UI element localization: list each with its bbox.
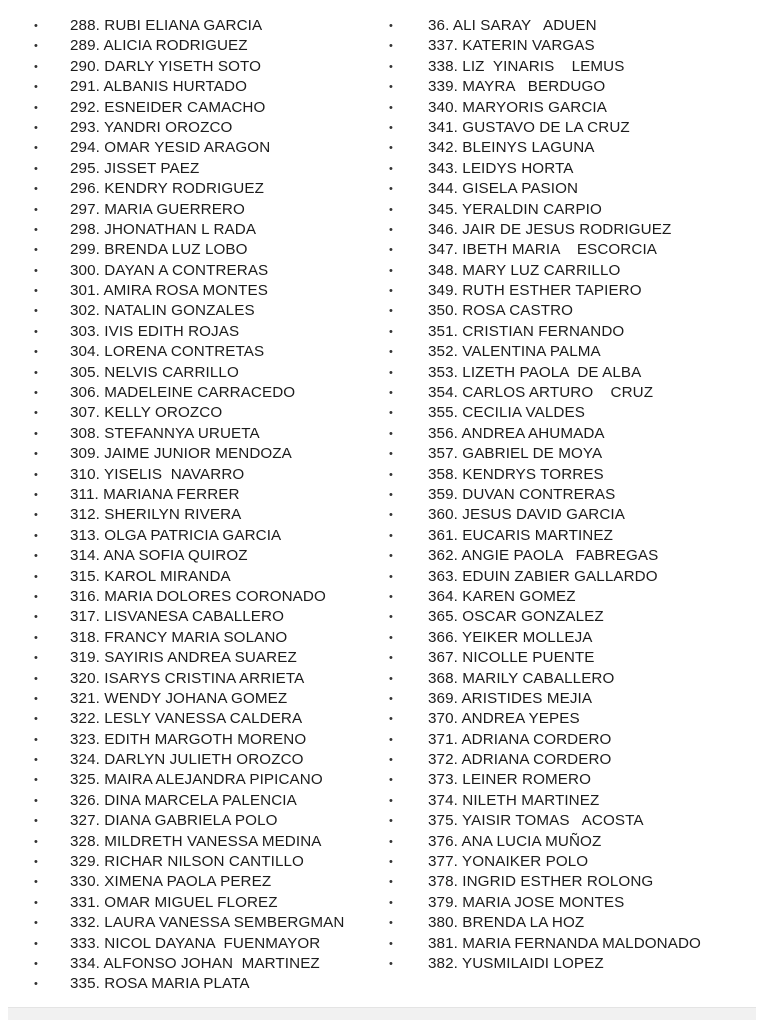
list-item-text: 322. LESLY VANESSA CALDERA (70, 710, 303, 728)
list-item (0, 220, 390, 240)
bullet-icon: • (34, 509, 38, 522)
list-item-text: 367. NICOLLE PUENTE (428, 649, 595, 667)
list-item (388, 791, 764, 811)
bullet-icon: • (389, 101, 393, 114)
list-item (0, 159, 390, 179)
list-item (388, 505, 764, 525)
bullet-icon: • (389, 856, 393, 869)
list-item (388, 138, 764, 158)
list-item-text: 344. GISELA PASION (428, 180, 579, 198)
bullet-icon: • (389, 733, 393, 746)
list-item (0, 832, 390, 852)
list-item (388, 546, 764, 566)
list-item-text: 349. RUTH ESTHER TAPIERO (428, 282, 642, 300)
list-item-text: 309. JAIME JUNIOR MENDOZA (70, 445, 292, 463)
list-item (0, 16, 390, 36)
list-item (0, 261, 390, 281)
bullet-icon: • (34, 325, 38, 338)
bullet-icon: • (34, 529, 38, 542)
list-item-text: 376. ANA LUCIA MUÑOZ (428, 832, 602, 850)
bullet-icon: • (389, 387, 393, 400)
bullet-icon: • (389, 142, 393, 155)
bullet-icon: • (34, 876, 38, 889)
list-item (0, 118, 390, 138)
bullet-icon: • (34, 488, 38, 501)
bullet-icon: • (389, 20, 393, 32)
list-item-text: 308. STEFANNYA URUETA (70, 424, 260, 442)
list-item-text: 327. DIANA GABRIELA POLO (70, 812, 278, 830)
list-item (388, 954, 764, 974)
list-item-text: 311. MARIANA FERRER (70, 485, 240, 503)
list-item (388, 77, 764, 97)
bullet-icon: • (389, 957, 393, 970)
bullet-icon: • (389, 40, 393, 53)
bullet-icon: • (34, 692, 38, 705)
list-item-text: 289. ALICIA RODRIGUEZ (70, 37, 248, 55)
list-item (0, 546, 390, 566)
list-item (0, 567, 390, 587)
list-item-text: 366. YEIKER MOLLEJA (428, 628, 593, 646)
bullet-icon: • (389, 713, 393, 726)
list-item-text: 377. YONAIKER POLO (428, 853, 589, 871)
bullet-icon: • (34, 285, 38, 298)
list-item-text: 350. ROSA CASTRO (428, 302, 574, 320)
list-item (388, 403, 764, 423)
bullet-icon: • (389, 203, 393, 216)
list-item (0, 811, 390, 831)
bullet-icon: • (389, 794, 393, 807)
bullet-icon: • (34, 978, 38, 991)
list-item (388, 893, 764, 913)
bullet-icon: • (34, 713, 38, 726)
list-item (0, 281, 390, 301)
list-item-text: 357. GABRIEL DE MOYA (428, 445, 603, 463)
list-item-text: 296. KENDRY RODRIGUEZ (70, 180, 264, 198)
list-item-text: 306. MADELEINE CARRACEDO (70, 384, 296, 402)
list-item (388, 322, 764, 342)
list-item-text: 321. WENDY JOHANA GOMEZ (70, 689, 288, 707)
list-item-text: 334. ALFONSO JOHAN MARTINEZ (70, 954, 320, 972)
list-item (0, 954, 390, 974)
list-item (0, 36, 390, 56)
list-item-text: 330. XIMENA PAOLA PEREZ (70, 873, 272, 891)
list-item (0, 872, 390, 892)
list-item (388, 567, 764, 587)
bullet-icon: • (389, 876, 393, 889)
list-item (388, 179, 764, 199)
list-item (388, 36, 764, 56)
list-item-text: 340. MARYORIS GARCIA (428, 98, 607, 116)
bullet-icon: • (34, 387, 38, 400)
list-item (0, 974, 390, 994)
list-item (388, 628, 764, 648)
list-item-text: 333. NICOL DAYANA FUENMAYOR (70, 934, 321, 952)
list-item (0, 852, 390, 872)
list-item (0, 240, 390, 260)
list-item (0, 98, 390, 118)
list-item (0, 505, 390, 525)
list-item-text: 378. INGRID ESTHER ROLONG (428, 873, 654, 891)
bullet-icon: • (34, 223, 38, 236)
list-item (0, 322, 390, 342)
list-item (0, 913, 390, 933)
bullet-icon: • (34, 672, 38, 685)
bullet-icon: • (389, 815, 393, 828)
bullet-icon: • (34, 631, 38, 644)
bullet-icon: • (34, 40, 38, 53)
list-item-text: 337. KATERIN VARGAS (428, 37, 595, 55)
bullet-icon: • (34, 264, 38, 277)
list-item-text: 304. LORENA CONTRETAS (70, 343, 265, 361)
list-item-text: 294. OMAR YESID ARAGON (70, 139, 271, 157)
bullet-icon: • (389, 366, 393, 379)
list-item-text: 303. IVIS EDITH ROJAS (70, 322, 240, 340)
list-item-text: 325. MAIRA ALEJANDRA PIPICANO (70, 771, 323, 789)
list-item-text: 369. ARISTIDES MEJIA (428, 689, 593, 707)
list-item-text: 291. ALBANIS HURTADO (70, 78, 248, 96)
bullet-icon: • (389, 448, 393, 461)
list-item-text: 299. BRENDA LUZ LOBO (70, 241, 248, 259)
list-item (388, 465, 764, 485)
list-item-text: 290. DARLY YISETH SOTO (70, 57, 261, 75)
bullet-icon: • (34, 244, 38, 257)
list-item (0, 465, 390, 485)
list-item (0, 689, 390, 709)
bullet-icon: • (34, 162, 38, 175)
bullet-icon: • (389, 285, 393, 298)
bullet-icon: • (389, 896, 393, 909)
list-item (388, 485, 764, 505)
bullet-icon: • (389, 407, 393, 420)
list-item-text: 341. GUSTAVO DE LA CRUZ (428, 118, 630, 136)
bullet-icon: • (389, 305, 393, 318)
list-item-text: 313. OLGA PATRICIA GARCIA (70, 526, 282, 544)
bullet-icon: • (34, 754, 38, 767)
list-item-text: 328. MILDRETH VANESSA MEDINA (70, 832, 322, 850)
list-item-text: 380. BRENDA LA HOZ (428, 914, 585, 932)
bullet-icon: • (34, 366, 38, 379)
list-item (388, 526, 764, 546)
list-item-text: 356. ANDREA AHUMADA (428, 424, 605, 442)
bullet-icon: • (34, 957, 38, 970)
bullet-icon: • (34, 733, 38, 746)
bullet-icon: • (389, 468, 393, 481)
bullet-icon: • (34, 142, 38, 155)
bullet-icon: • (389, 488, 393, 501)
list-item-text: 320. ISARYS CRISTINA ARRIETA (70, 669, 305, 687)
bullet-icon: • (389, 162, 393, 175)
list-item (388, 98, 764, 118)
list-item (0, 424, 390, 444)
bullet-icon: • (389, 529, 393, 542)
list-item (0, 444, 390, 464)
list-item (388, 424, 764, 444)
list-item (388, 709, 764, 729)
list-item (0, 77, 390, 97)
bullet-icon: • (389, 590, 393, 603)
bullet-icon: • (34, 815, 38, 828)
bullet-icon: • (34, 835, 38, 848)
list-item-text: 36. ALI SARAY ADUEN (428, 17, 597, 34)
list-item-text: 323. EDITH MARGOTH MORENO (70, 730, 307, 748)
bullet-icon: • (34, 183, 38, 196)
list-item (0, 730, 390, 750)
list-item-text: 354. CARLOS ARTURO CRUZ (428, 384, 654, 402)
list-item (0, 587, 390, 607)
bullet-icon: • (389, 672, 393, 685)
list-item-text: 332. LAURA VANESSA SEMBERGMAN (70, 914, 345, 932)
bullet-icon: • (34, 81, 38, 94)
list-item-text: 293. YANDRI OROZCO (70, 118, 233, 136)
list-item (388, 730, 764, 750)
bullet-icon: • (389, 631, 393, 644)
list-item (388, 159, 764, 179)
list-item (388, 832, 764, 852)
bullet-icon: • (34, 305, 38, 318)
list-item-text: 339. MAYRA BERDUGO (428, 78, 606, 96)
list-item (388, 57, 764, 77)
list-item (0, 750, 390, 770)
bullet-icon: • (389, 244, 393, 257)
left-name-column (0, 16, 390, 995)
bullet-icon: • (34, 407, 38, 420)
list-item (0, 607, 390, 627)
bullet-icon: • (389, 652, 393, 665)
list-item (388, 301, 764, 321)
bullet-icon: • (34, 121, 38, 134)
list-item (0, 403, 390, 423)
bullet-icon: • (34, 427, 38, 440)
list-item-text: 329. RICHAR NILSON CANTILLO (70, 853, 304, 871)
list-item-text: 343. LEIDYS HORTA (428, 159, 574, 177)
list-item (0, 363, 390, 383)
list-item-text: 360. JESUS DAVID GARCIA (428, 506, 625, 524)
list-item-text: 297. MARIA GUERRERO (70, 200, 245, 218)
bullet-icon: • (34, 856, 38, 869)
bullet-icon: • (34, 917, 38, 930)
list-item-text: 370. ANDREA YEPES (428, 710, 580, 728)
bullet-icon: • (34, 570, 38, 583)
list-item-text: 364. KAREN GOMEZ (428, 587, 576, 605)
list-item (388, 220, 764, 240)
list-item (388, 811, 764, 831)
list-item-text: 338. LIZ YINARIS LEMUS (428, 57, 625, 75)
list-item-text: 379. MARIA JOSE MONTES (428, 893, 625, 911)
list-item-text: 355. CECILIA VALDES (428, 404, 585, 422)
list-item-text: 371. ADRIANA CORDERO (428, 730, 612, 748)
bullet-icon: • (389, 937, 393, 950)
bullet-icon: • (389, 754, 393, 767)
list-item (388, 587, 764, 607)
list-item-text: 358. KENDRYS TORRES (428, 465, 604, 483)
list-item (0, 57, 390, 77)
list-item (0, 383, 390, 403)
bullet-icon: • (34, 448, 38, 461)
bullet-icon: • (34, 611, 38, 624)
list-item-text: 292. ESNEIDER CAMACHO (70, 98, 266, 116)
list-item (388, 342, 764, 362)
list-item-text: 373. LEINER ROMERO (428, 771, 592, 789)
bullet-icon: • (389, 427, 393, 440)
list-item-text: 368. MARILY CABALLERO (428, 669, 615, 687)
list-item-text: 301. AMIRA ROSA MONTES (70, 282, 269, 300)
bullet-icon: • (389, 325, 393, 338)
list-item (0, 342, 390, 362)
list-item-text: 300. DAYAN A CONTRERAS (70, 261, 269, 279)
list-item-text: 372. ADRIANA CORDERO (428, 751, 612, 769)
list-item (388, 383, 764, 403)
list-item (0, 648, 390, 668)
list-item (0, 770, 390, 790)
list-item-text: 335. ROSA MARIA PLATA (70, 975, 250, 993)
list-item-text: 382. YUSMILAIDI LOPEZ (428, 954, 604, 972)
bullet-icon: • (389, 60, 393, 73)
list-item (388, 669, 764, 689)
list-item-text: 312. SHERILYN RIVERA (70, 506, 242, 524)
list-item-text: 314. ANA SOFIA QUIROZ (70, 547, 248, 565)
list-item (388, 852, 764, 872)
list-item (388, 281, 764, 301)
bullet-icon: • (34, 346, 38, 359)
right-name-column (388, 16, 764, 974)
bullet-icon: • (389, 917, 393, 930)
bullet-icon: • (389, 264, 393, 277)
bullet-icon: • (34, 774, 38, 787)
bullet-icon: • (389, 692, 393, 705)
list-item (0, 200, 390, 220)
list-item-text: 346. JAIR DE JESUS RODRIGUEZ (428, 220, 672, 238)
list-item-text: 302. NATALIN GONZALES (70, 302, 255, 320)
list-item-text: 288. RUBI ELIANA GARCIA (70, 17, 263, 34)
list-item-text: 342. BLEINYS LAGUNA (428, 139, 595, 157)
list-item (0, 669, 390, 689)
list-item-text: 315. KAROL MIRANDA (70, 567, 231, 585)
bullet-icon: • (34, 590, 38, 603)
list-item-text: 381. MARIA FERNANDA MALDONADO (428, 934, 701, 952)
list-item-text: 375. YAISIR TOMAS ACOSTA (428, 812, 644, 830)
list-item (388, 261, 764, 281)
list-item (388, 689, 764, 709)
bullet-icon: • (34, 652, 38, 665)
list-item-text: 348. MARY LUZ CARRILLO (428, 261, 621, 279)
bullet-icon: • (34, 203, 38, 216)
list-item (0, 179, 390, 199)
bullet-icon: • (389, 774, 393, 787)
bullet-icon: • (34, 937, 38, 950)
list-item (0, 791, 390, 811)
list-item-text: 305. NELVIS CARRILLO (70, 363, 239, 381)
list-item (0, 301, 390, 321)
list-item-text: 352. VALENTINA PALMA (428, 343, 601, 361)
bullet-icon: • (34, 20, 38, 32)
list-item (388, 240, 764, 260)
bullet-icon: • (34, 896, 38, 909)
list-item (0, 934, 390, 954)
list-item-text: 331. OMAR MIGUEL FLOREZ (70, 893, 278, 911)
list-item (388, 444, 764, 464)
list-item (388, 770, 764, 790)
bullet-icon: • (389, 223, 393, 236)
list-item-text: 365. OSCAR GONZALEZ (428, 608, 604, 626)
bullet-icon: • (34, 60, 38, 73)
list-item (388, 648, 764, 668)
list-item-text: 374. NILETH MARTINEZ (428, 791, 600, 809)
list-item-text: 318. FRANCY MARIA SOLANO (70, 628, 288, 646)
list-item (388, 363, 764, 383)
bullet-icon: • (34, 550, 38, 563)
list-item-text: 319. SAYIRIS ANDREA SUAREZ (70, 649, 297, 667)
list-item (388, 750, 764, 770)
bullet-icon: • (389, 611, 393, 624)
list-item-text: 353. LIZETH PAOLA DE ALBA (428, 363, 642, 381)
list-item (388, 934, 764, 954)
list-item-text: 317. LISVANESA CABALLERO (70, 608, 285, 626)
list-item (388, 200, 764, 220)
list-item (0, 526, 390, 546)
bullet-icon: • (389, 183, 393, 196)
list-item (0, 709, 390, 729)
bullet-icon: • (389, 835, 393, 848)
bullet-icon: • (34, 101, 38, 114)
list-item-text: 307. KELLY OROZCO (70, 404, 223, 422)
list-item-text: 295. JISSET PAEZ (70, 159, 200, 177)
list-item-text: 310. YISELIS NAVARRO (70, 465, 245, 483)
list-item (388, 913, 764, 933)
list-item-text: 363. EDUIN ZABIER GALLARDO (428, 567, 658, 585)
bullet-icon: • (389, 121, 393, 134)
list-item-text: 326. DINA MARCELA PALENCIA (70, 791, 297, 809)
list-item-text: 324. DARLYN JULIETH OROZCO (70, 751, 304, 769)
list-item (388, 118, 764, 138)
list-item (0, 138, 390, 158)
bullet-icon: • (389, 346, 393, 359)
list-item-text: 347. IBETH MARIA ESCORCIA (428, 241, 657, 259)
list-item-text: 345. YERALDIN CARPIO (428, 200, 602, 218)
bullet-icon: • (34, 794, 38, 807)
list-item-text: 298. JHONATHAN L RADA (70, 220, 257, 238)
bullet-icon: • (389, 81, 393, 94)
list-item-text: 359. DUVAN CONTRERAS (428, 485, 616, 503)
list-item (0, 628, 390, 648)
page-bottom-edge (8, 1007, 756, 1020)
list-item-text: 361. EUCARIS MARTINEZ (428, 526, 613, 544)
list-item-text: 362. ANGIE PAOLA FABREGAS (428, 547, 659, 565)
list-item (388, 607, 764, 627)
bullet-icon: • (389, 509, 393, 522)
bullet-icon: • (34, 468, 38, 481)
list-item (388, 16, 764, 36)
bullet-icon: • (389, 570, 393, 583)
bullet-icon: • (389, 550, 393, 563)
list-item-text: 351. CRISTIAN FERNANDO (428, 322, 625, 340)
list-item (388, 872, 764, 892)
list-item (0, 893, 390, 913)
list-item (0, 485, 390, 505)
list-item-text: 316. MARIA DOLORES CORONADO (70, 587, 326, 605)
